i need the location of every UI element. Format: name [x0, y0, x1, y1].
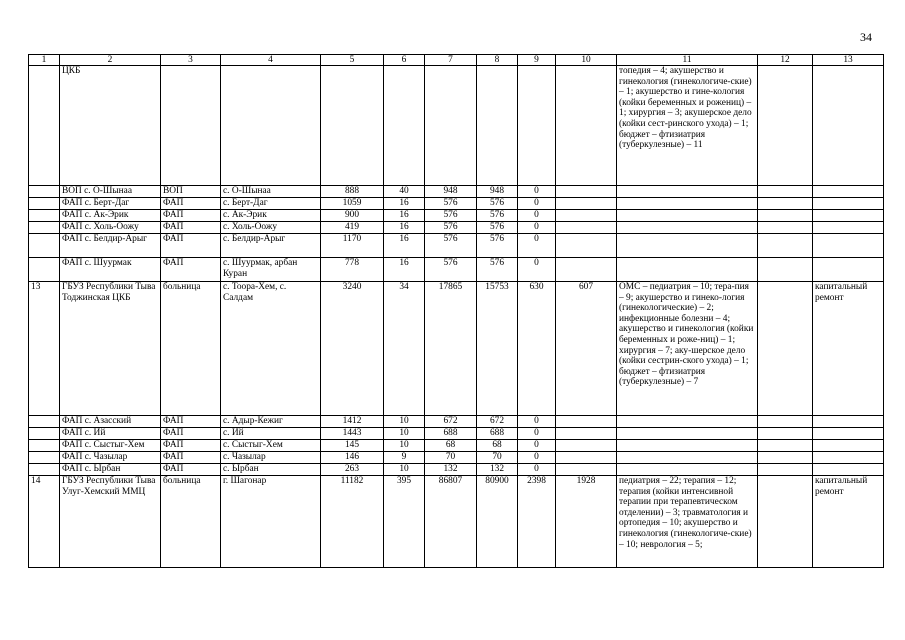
table-cell: ФАП с. Ий	[60, 428, 161, 440]
table-cell: с. Адыр-Кежиг	[221, 416, 321, 428]
table-cell	[813, 234, 884, 258]
table-cell	[161, 66, 221, 186]
table-cell	[813, 186, 884, 198]
table-cell	[29, 186, 60, 198]
table-cell: 576	[477, 210, 518, 222]
table-cell: 948	[425, 186, 477, 198]
table-cell: 16	[384, 258, 425, 282]
table-cell	[813, 416, 884, 428]
table-cell	[556, 66, 617, 186]
table-cell: 146	[321, 452, 384, 464]
table-cell: 688	[477, 428, 518, 440]
table-cell	[556, 198, 617, 210]
table-cell: 145	[321, 440, 384, 452]
table-cell: 68	[477, 440, 518, 452]
table-cell	[758, 476, 813, 568]
table-cell: ФАП	[161, 416, 221, 428]
table-cell: с. Ий	[221, 428, 321, 440]
table-cell: 0	[518, 416, 556, 428]
table-cell	[758, 186, 813, 198]
table-row	[29, 210, 884, 222]
table-cell: г. Шагонар	[221, 476, 321, 568]
table-cell	[556, 452, 617, 464]
table-cell: ФАП	[161, 234, 221, 258]
table-cell: ФАП	[161, 198, 221, 210]
table-cell: ОМС – педиатрия – 10; тера-пия – 9; акушерство и гинеко-логия (гинекологические) – 2; инфекционные болезни – 4; акушерство и гинекология (койки беременных и роже-ниц) – 1; хирургия – 7; аку-шерское дело (койки сестрин-ского ухода) – 1; бюджет – фтизиатрия (туберкулезные) – 7	[617, 282, 758, 416]
table-cell: 1170	[321, 234, 384, 258]
table-cell: 0	[518, 186, 556, 198]
column-header: 7	[425, 55, 477, 66]
table-cell	[556, 258, 617, 282]
table-cell: с. Чазылар	[221, 452, 321, 464]
table-cell: ЦКБ	[60, 66, 161, 186]
table-cell: ФАП с. Белдир-Арыг	[60, 234, 161, 258]
table-cell	[29, 210, 60, 222]
table-cell: ГБУЗ Республики Тыва Тоджинская ЦКБ	[60, 282, 161, 416]
table-cell	[758, 210, 813, 222]
medical-facilities-table	[28, 54, 884, 568]
table-cell: ФАП с. Сыстыг-Хем	[60, 440, 161, 452]
table-cell	[758, 222, 813, 234]
table-cell	[813, 464, 884, 476]
column-header: 5	[321, 55, 384, 66]
table-cell: больница	[161, 476, 221, 568]
table-row	[29, 66, 884, 186]
table-cell	[813, 428, 884, 440]
table-cell: 395	[384, 476, 425, 568]
table-row	[29, 186, 884, 198]
table-cell: 0	[518, 452, 556, 464]
table-cell: ФАП с. Азасский	[60, 416, 161, 428]
table-cell: ФАП	[161, 222, 221, 234]
table-cell	[758, 416, 813, 428]
table-cell: 607	[556, 282, 617, 416]
table-cell: ФАП с. Ак-Эрик	[60, 210, 161, 222]
column-header: 8	[477, 55, 518, 66]
table-cell	[758, 428, 813, 440]
table-cell: с. Ак-Эрик	[221, 210, 321, 222]
table-cell: с. Сыстыг-Хем	[221, 440, 321, 452]
table-cell	[813, 198, 884, 210]
table-row	[29, 222, 884, 234]
table-cell: капитальный ремонт	[813, 282, 884, 416]
table-cell	[758, 66, 813, 186]
table-cell	[617, 440, 758, 452]
table-cell	[29, 464, 60, 476]
table-cell	[29, 428, 60, 440]
table-cell: ФАП	[161, 440, 221, 452]
table-cell: 10	[384, 464, 425, 476]
table-cell: 1412	[321, 416, 384, 428]
table-cell	[556, 464, 617, 476]
table-cell: 1059	[321, 198, 384, 210]
table-cell: ФАП с. Холь-Оожу	[60, 222, 161, 234]
table-cell: 672	[425, 416, 477, 428]
table-cell: 10	[384, 440, 425, 452]
table-cell	[617, 222, 758, 234]
table-cell	[29, 222, 60, 234]
table-cell: ВОП с. О-Шынаа	[60, 186, 161, 198]
table-cell: ФАП с. Чазылар	[60, 452, 161, 464]
table-cell	[813, 258, 884, 282]
table-cell: больница	[161, 282, 221, 416]
table-cell	[384, 66, 425, 186]
table-cell: 17865	[425, 282, 477, 416]
table-cell: 15753	[477, 282, 518, 416]
table-cell: 576	[477, 234, 518, 258]
table-cell	[758, 440, 813, 452]
table-cell: 16	[384, 222, 425, 234]
table-cell: 34	[384, 282, 425, 416]
column-header: 10	[556, 55, 617, 66]
table-cell: 688	[425, 428, 477, 440]
table-cell: ФАП с. Ырбан	[60, 464, 161, 476]
table-cell: 1928	[556, 476, 617, 568]
table-cell: 576	[425, 198, 477, 210]
table-cell: 0	[518, 464, 556, 476]
header-row	[29, 55, 884, 66]
table-cell	[321, 66, 384, 186]
column-header: 13	[813, 55, 884, 66]
table-cell	[617, 452, 758, 464]
column-header: 4	[221, 55, 321, 66]
table-cell: 11182	[321, 476, 384, 568]
table-cell: 132	[425, 464, 477, 476]
table-cell: ФАП	[161, 464, 221, 476]
table-cell: 10	[384, 428, 425, 440]
table-cell: 888	[321, 186, 384, 198]
table-cell	[758, 234, 813, 258]
table-cell: 80900	[477, 476, 518, 568]
table-cell: ФАП	[161, 210, 221, 222]
table-cell	[556, 210, 617, 222]
table-cell: 576	[425, 222, 477, 234]
table-cell	[29, 66, 60, 186]
table-cell	[758, 452, 813, 464]
table-cell	[758, 198, 813, 210]
table-cell	[556, 234, 617, 258]
column-header: 1	[29, 55, 60, 66]
table-cell	[425, 66, 477, 186]
table-cell	[617, 210, 758, 222]
table-cell: 948	[477, 186, 518, 198]
table-cell	[617, 258, 758, 282]
table-cell	[617, 428, 758, 440]
table-cell: ФАП с. Шуурмак	[60, 258, 161, 282]
table-cell: 3240	[321, 282, 384, 416]
column-header: 9	[518, 55, 556, 66]
table-cell: 0	[518, 428, 556, 440]
table-row	[29, 198, 884, 210]
table-row	[29, 464, 884, 476]
table-cell: 14	[29, 476, 60, 568]
table-row	[29, 258, 884, 282]
table-cell: с. Тоора-Хем, с. Салдам	[221, 282, 321, 416]
table-cell: 630	[518, 282, 556, 416]
table-row	[29, 440, 884, 452]
table-row	[29, 234, 884, 258]
table-cell: 0	[518, 234, 556, 258]
table-cell: с. Шуурмак, арбан Куран	[221, 258, 321, 282]
table-cell: 576	[477, 258, 518, 282]
table-cell	[556, 428, 617, 440]
table-cell	[556, 222, 617, 234]
table-cell: капитальный ремонт	[813, 476, 884, 568]
table-cell: 576	[425, 258, 477, 282]
table-cell	[617, 234, 758, 258]
table-cell: 0	[518, 222, 556, 234]
column-header: 11	[617, 55, 758, 66]
table-cell	[29, 452, 60, 464]
table-cell: ФАП	[161, 428, 221, 440]
table-cell: ФАП	[161, 452, 221, 464]
table-cell: 576	[477, 222, 518, 234]
table-cell	[29, 440, 60, 452]
table-cell: 0	[518, 440, 556, 452]
table-cell: 16	[384, 210, 425, 222]
table-cell: ВОП	[161, 186, 221, 198]
table-cell	[617, 186, 758, 198]
table-cell: 419	[321, 222, 384, 234]
table-cell: 16	[384, 198, 425, 210]
table-cell: 9	[384, 452, 425, 464]
table-cell	[813, 440, 884, 452]
table-cell: 16	[384, 234, 425, 258]
table-cell: ФАП	[161, 258, 221, 282]
table-cell	[518, 66, 556, 186]
table-cell: 132	[477, 464, 518, 476]
table-cell: 0	[518, 198, 556, 210]
table-cell: 576	[477, 198, 518, 210]
table-cell	[29, 416, 60, 428]
table-cell: 263	[321, 464, 384, 476]
table-cell: 13	[29, 282, 60, 416]
page-number: 34	[860, 30, 872, 44]
table-cell: 0	[518, 210, 556, 222]
table-cell	[813, 210, 884, 222]
table-cell	[477, 66, 518, 186]
table-cell: 900	[321, 210, 384, 222]
column-header: 3	[161, 55, 221, 66]
table-cell	[758, 258, 813, 282]
table-cell	[813, 222, 884, 234]
table-cell: 10	[384, 416, 425, 428]
table-cell	[556, 416, 617, 428]
table-cell: 576	[425, 210, 477, 222]
column-header: 12	[758, 55, 813, 66]
table-cell: 70	[425, 452, 477, 464]
table-cell	[617, 198, 758, 210]
table-cell	[758, 282, 813, 416]
table-row	[29, 452, 884, 464]
table-cell	[758, 464, 813, 476]
column-header: 2	[60, 55, 161, 66]
table-cell: 0	[518, 258, 556, 282]
table-cell: 68	[425, 440, 477, 452]
table-cell: 70	[477, 452, 518, 464]
table-cell: 1443	[321, 428, 384, 440]
table-row	[29, 428, 884, 440]
table-row	[29, 282, 884, 416]
table-cell: с. Белдир-Арыг	[221, 234, 321, 258]
table-row	[29, 416, 884, 428]
column-header: 6	[384, 55, 425, 66]
table-cell	[29, 234, 60, 258]
table-cell: 778	[321, 258, 384, 282]
table-cell: 86807	[425, 476, 477, 568]
table-cell: с. Холь-Оожу	[221, 222, 321, 234]
table-cell: с. Берт-Даг	[221, 198, 321, 210]
table-cell	[556, 186, 617, 198]
table-cell: ФАП с. Берт-Даг	[60, 198, 161, 210]
table-cell	[617, 464, 758, 476]
table-cell	[29, 258, 60, 282]
table-cell	[221, 66, 321, 186]
table-cell	[556, 440, 617, 452]
table-cell: 2398	[518, 476, 556, 568]
table-cell	[617, 416, 758, 428]
table-cell: 40	[384, 186, 425, 198]
table-cell: педиатрия – 22; терапия – 12; терапия (койки интенсивной терапии при терапевтическом отделении) – 3; травматология и ортопедия – 10; акушерство и гинекология (гинекологиче-ские) – 10; неврология – 5;	[617, 476, 758, 568]
table-cell: ГБУЗ Республики Тыва Улуг-Хемский ММЦ	[60, 476, 161, 568]
table-cell: 576	[425, 234, 477, 258]
table-cell	[29, 198, 60, 210]
table-cell: топедия – 4; акушерство и гинекология (гинекологиче-ские) – 1; акушерство и гине-кология (койки беременных и рожениц) – 1; хирургия – 3; акушерское дело (койки сест-ринского ухода) – 1; бюджет – фтизиатрия (туберкулезные) – 11	[617, 66, 758, 186]
table-row	[29, 476, 884, 568]
table-cell: с. О-Шынаа	[221, 186, 321, 198]
table-cell: 672	[477, 416, 518, 428]
table-cell: с. Ырбан	[221, 464, 321, 476]
table-cell	[813, 66, 884, 186]
table-cell	[813, 452, 884, 464]
